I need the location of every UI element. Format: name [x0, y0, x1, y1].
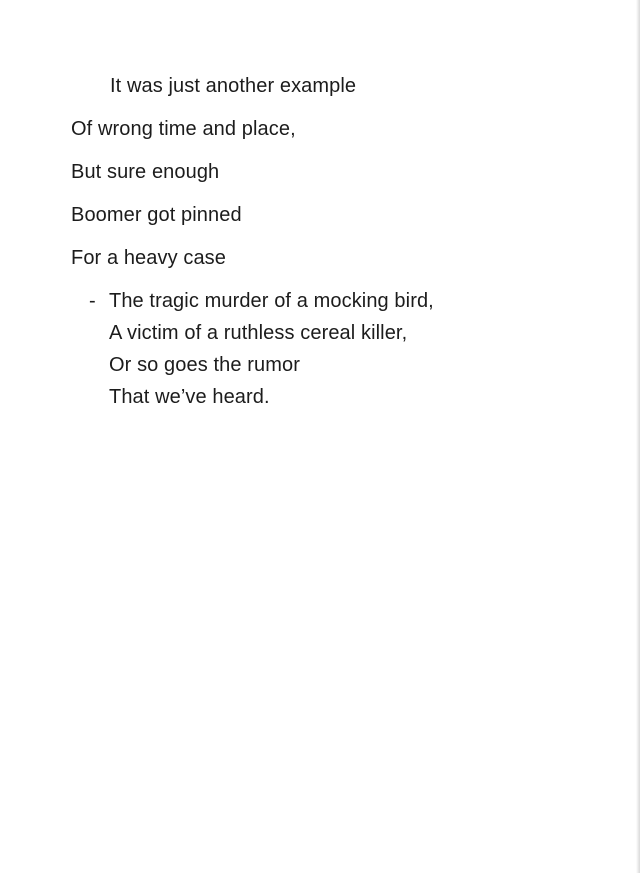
stanza-line-3: Or so goes the rumor: [109, 354, 300, 376]
poem-line-5: For a heavy case: [71, 247, 227, 269]
stanza-line-1: The tragic murder of a mocking bird,: [109, 290, 434, 312]
poem-line-3: But sure enough: [71, 161, 220, 183]
scan-edge-shadow: [636, 0, 640, 873]
poem-line-1: It was just another example: [110, 75, 357, 97]
stanza-line-4: That we’ve heard.: [109, 386, 270, 408]
list-dash-marker: -: [89, 290, 96, 312]
poem-line-2: Of wrong time and place,: [71, 118, 296, 140]
poem-line-4: Boomer got pinned: [71, 204, 242, 226]
stanza-line-2: A victim of a ruthless cereal killer,: [109, 322, 408, 344]
